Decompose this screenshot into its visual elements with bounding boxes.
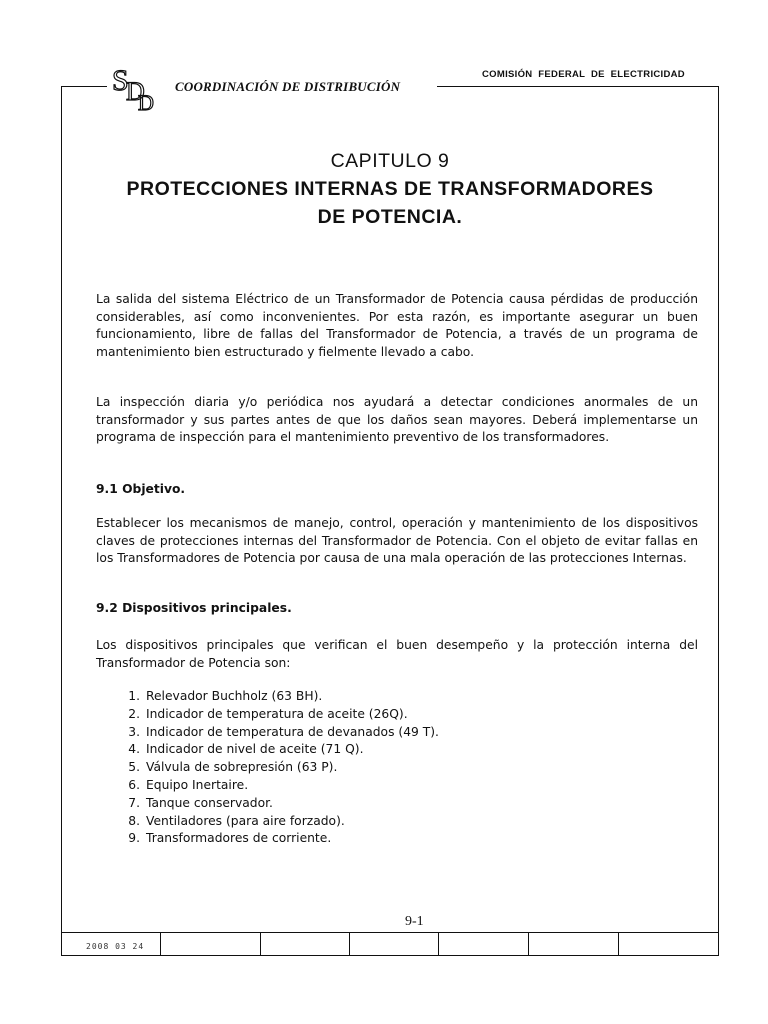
revision-cell (528, 933, 618, 955)
revision-cell (438, 933, 528, 955)
list-item: 8. Ventiladores (para aire forzado). (128, 813, 345, 828)
frame-right-line (718, 86, 719, 932)
list-item: 3. Indicador de temperatura de devanados (49 T). (128, 724, 439, 739)
frame-top-right-line (437, 86, 719, 87)
chapter-title-line-2: DE POTENCIA. (317, 206, 463, 228)
revision-cell (260, 933, 349, 955)
intro-paragraph: La salida del sistema Eléctrico de un Transformador de Potencia causa pérdidas de producción considerables, así como inconvenientes. Por esta razón, es importante asegurar un buen funcionamiento, libre de fallas del Transformador de Potencia, a través de un programa de mantenimiento bien estructurado y fielmente llevado a cabo. (96, 292, 698, 359)
sdd-logo (110, 62, 166, 112)
list-item: 9. Transformadores de corriente. (128, 831, 332, 846)
frame-top-left-line (61, 86, 107, 87)
coordination-heading: COORDINACIÓN DE DISTRIBUCIÓN (175, 79, 401, 94)
company-name: COMISIÓN FEDERAL DE ELECTRICIDAD (482, 69, 685, 80)
objective-paragraph: Establecer los mecanismos de manejo, control, operación y mantenimiento de los dispositivos claves de protecciones internas del Transformador de Potencia. Con el objeto de evitar fallas en los Transformadores de Potencia por causa de una mala operación de las protecciones Internas. (96, 516, 698, 565)
list-item: 1. Relevador Buchholz (63 BH). (128, 689, 323, 703)
svg-text:D: D (138, 90, 154, 112)
chapter-number: CAPITULO 9 (330, 150, 450, 172)
list-item: 2. Indicador de temperatura de aceite (26Q). (128, 706, 408, 721)
svg-text:S: S (112, 64, 129, 97)
list-item: 6. Equipo Inertaire. (128, 777, 249, 792)
devices-intro-paragraph: Los dispositivos principales que verifican el buen desempeño y la protección interna del Transformador de Potencia son: (96, 638, 698, 670)
revision-cell (349, 933, 439, 955)
svg-text:D: D (126, 77, 145, 106)
footer-revision-table (61, 932, 719, 956)
revision-cell (618, 933, 718, 955)
list-item: 7. Tanque conservador. (128, 795, 273, 810)
page-number: 9-1 (405, 914, 424, 929)
section-heading-objective: 9.1 Objetivo. (96, 482, 186, 496)
revision-date: 2008 03 24 (86, 942, 145, 951)
chapter-title-line-1: PROTECCIONES INTERNAS DE TRANSFORMADORES (126, 178, 654, 200)
inspection-paragraph: La inspección diaria y/o periódica nos ayudará a detectar condiciones anormales de un transformador y sus partes antes de que los daños sean mayores. Deberá implementarse un programa de inspección para el mantenimiento preventivo de los transformadores. (96, 395, 698, 444)
section-heading-devices: 9.2 Dispositivos principales. (96, 601, 292, 615)
list-item: 4. Indicador de nivel de aceite (71 Q). (128, 742, 364, 757)
devices-list (118, 688, 439, 848)
list-item: 5. Válvula de sobrepresión (63 P). (128, 760, 338, 775)
revision-cell (160, 933, 260, 955)
